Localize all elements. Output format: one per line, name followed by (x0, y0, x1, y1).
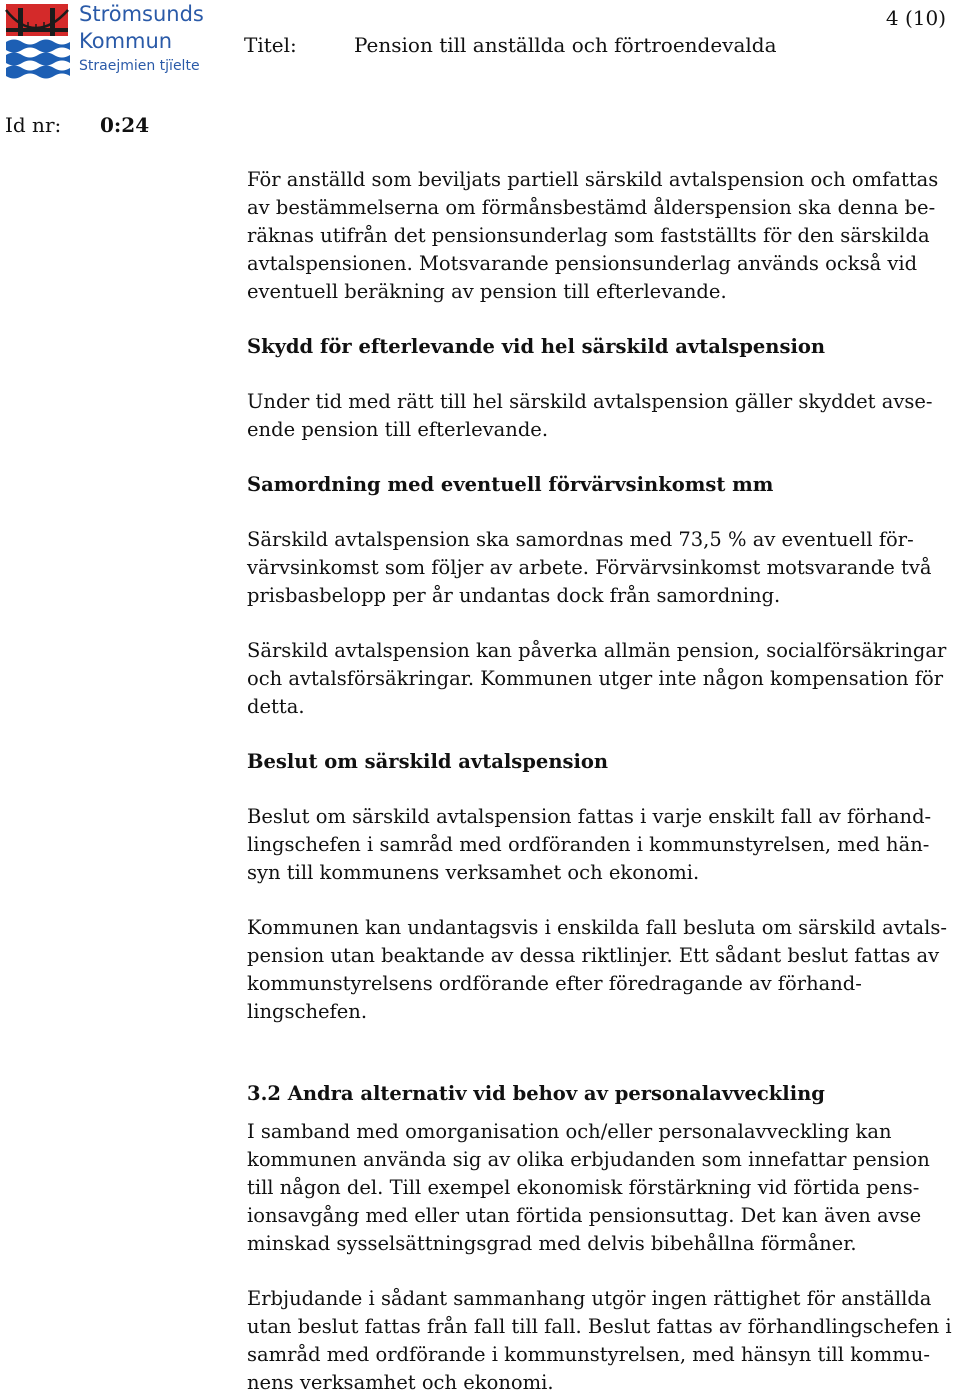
paragraph-exceptional-decision: Kommunen kan undantagsvis i enskilda fall besluta om särskild avtals- pension utan beaktande av dessa riktlinjer. Ett sådant beslut fattas av kommunstyrelsens ordförande efter föredragande av förhand- lingschefen. (247, 916, 948, 1023)
heading-section-3-2: 3.2 Andra alternativ vid behov av personalavveckling (247, 1082, 825, 1105)
paragraph-decision: Beslut om särskild avtalspension fattas i varje enskilt fall av förhand- lingschefen i samråd med ordföranden i kommunstyrelsen, med hän- syn till kommunens verksamhet och ekonomi. (247, 805, 932, 884)
document-body (247, 166, 952, 1397)
page-number: 4 (10) (885, 6, 946, 30)
municipality-logo (4, 2, 204, 84)
heading-decision: Beslut om särskild avtalspension (247, 750, 609, 773)
logo-text-kommun: Kommun (79, 29, 173, 53)
document-title: Pension till anställda och förtroendevalda (354, 33, 777, 57)
title-label: Titel: (244, 33, 297, 57)
paragraph-partial-pension: För anställd som beviljats partiell särskild avtalspension och omfattas av bestämmelserna om förmånsbestämd ålderspension ska denna be- räknas utifrån det pensionsunderlag som fastställts för den särskilda avtalspensionen. Motsvarande pensionsunderlag används också vid eventuell beräkning av pension till efterlevande. (247, 168, 939, 303)
paragraph-pension-impact: Särskild avtalspension kan påverka allmän pension, socialförsäkringar och avtalsförsäkringar. Kommunen utger inte någon kompensation för detta. (247, 639, 947, 718)
id-label: Id nr: (5, 113, 62, 137)
paragraph-offer-no-right: Erbjudande i sådant sammanhang utgör ingen rättighet för anställda utan beslut fattas från fall till fall. Beslut fattas av förhandlingschefen i samråd med ordförande i kommunstyrelsen, med hänsyn till kommu- nens verksamhet och ekonomi. (247, 1287, 952, 1394)
paragraph-alternatives: I samband med omorganisation och/eller personalavveckling kan kommunen använda sig av olika erbjudanden som innefattar pension till någon del. Till exempel ekonomisk förstärkning vid förtida pens- ionsavgång med eller utan förtida pensionsuttag. Det kan även avse minskad sysselsättningsgrad med delvis bibehållna förmåner. (247, 1120, 930, 1255)
paragraph-coordination-income: Särskild avtalspension ska samordnas med 73,5 % av eventuell för- värvsinkomst som följer av arbete. Förvärvsinkomst motsvarande två prisbasbelopp per år undantas dock från samordning. (247, 528, 932, 607)
logo-text-sami: Straejmien tjïelte (79, 58, 200, 74)
paragraph-survivor-protection: Under tid med rätt till hel särskild avtalspension gäller skyddet avse- ende pension till efterlevande. (247, 390, 933, 441)
id-value: 0:24 (100, 113, 150, 137)
heading-survivor-protection: Skydd för efterlevande vid hel särskild avtalspension (247, 335, 826, 358)
heading-coordination-income: Samordning med eventuell förvärvsinkomst mm (247, 473, 774, 496)
logo-text-stromsunds: Strömsunds (79, 2, 204, 26)
bridge-waves-logo-icon (4, 2, 74, 84)
